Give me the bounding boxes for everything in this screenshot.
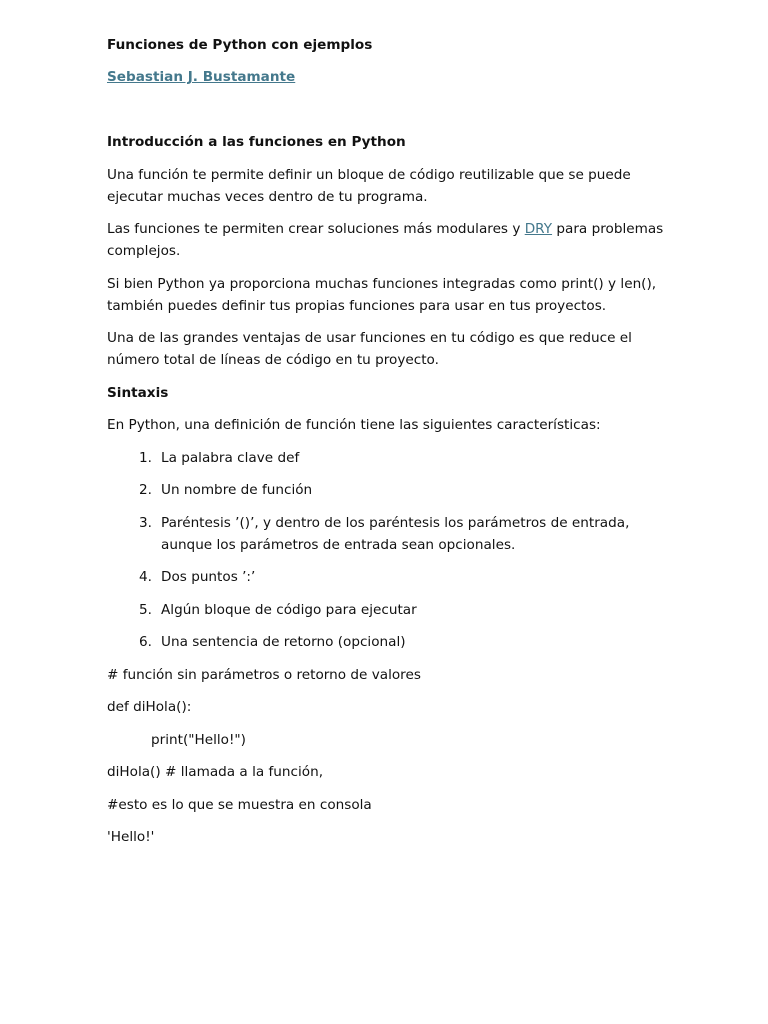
document-page	[107, 34, 667, 859]
paragraph-2-before: Las funciones te permiten crear soluciones más modulares y	[107, 221, 525, 237]
code-def-line: def diHola():	[107, 699, 192, 715]
list-item-number: 1.	[139, 449, 152, 466]
list-item	[107, 566, 667, 588]
list-item-number: 3.	[139, 514, 152, 531]
list-item-number: 5.	[139, 601, 152, 618]
author-link[interactable]: Sebastian J. Bustamante	[107, 69, 296, 85]
paragraph-2	[107, 218, 667, 262]
list-item-text: Algún bloque de código para ejecutar	[161, 601, 417, 618]
list-item	[107, 447, 667, 469]
code-call-line: diHola() # llamada a la función,	[107, 764, 324, 780]
author-line	[107, 66, 667, 88]
document-title: Funciones de Python con ejemplos	[107, 37, 373, 53]
paragraph-4: Una de las grandes ventajas de usar funciones en tu código es que reduce el número total de líneas de código en tu proyecto.	[107, 330, 632, 368]
intro-heading: Introducción a las funciones en Python	[107, 134, 406, 150]
list-item	[107, 479, 667, 501]
code-print-line: print("Hello!")	[151, 731, 246, 748]
code-output-line: 'Hello!'	[107, 829, 155, 845]
list-item-text: Una sentencia de retorno (opcional)	[161, 634, 406, 650]
code-comment: # función sin parámetros o retorno de valores	[107, 666, 421, 683]
list-item-number: 2.	[139, 482, 152, 498]
list-item-text: Un nombre de función	[161, 482, 313, 498]
paragraph-3: Si bien Python ya proporciona muchas funciones integradas como print() y len(), también puedes definir tus propias funciones para usar en tus proyectos.	[107, 275, 657, 314]
list-item-text: Paréntesis ’()’, y dentro de los paréntesis los parámetros de entrada, aunque los parámetros de entrada sean opcionales.	[161, 514, 630, 553]
syntax-list	[107, 447, 667, 654]
list-item	[107, 631, 667, 653]
dry-link[interactable]: DRY	[524, 221, 553, 237]
paragraph-2-after: para problemas complejos.	[107, 221, 664, 259]
list-item	[107, 512, 667, 556]
list-item-number: 4.	[139, 569, 152, 585]
syntax-heading: Sintaxis	[107, 384, 169, 401]
list-item-number: 6.	[139, 634, 152, 650]
list-item-text: La palabra clave def	[161, 449, 300, 466]
list-item	[107, 599, 667, 621]
paragraph-1: Una función te permite definir un bloque de código reutilizable que se puede ejecutar muchas veces dentro de tu programa.	[107, 166, 631, 205]
syntax-intro: En Python, una definición de función tiene las siguientes características:	[107, 417, 601, 433]
code-comment-2: #esto es lo que se muestra en consola	[107, 796, 372, 813]
list-item-text: Dos puntos ’:’	[161, 569, 256, 585]
